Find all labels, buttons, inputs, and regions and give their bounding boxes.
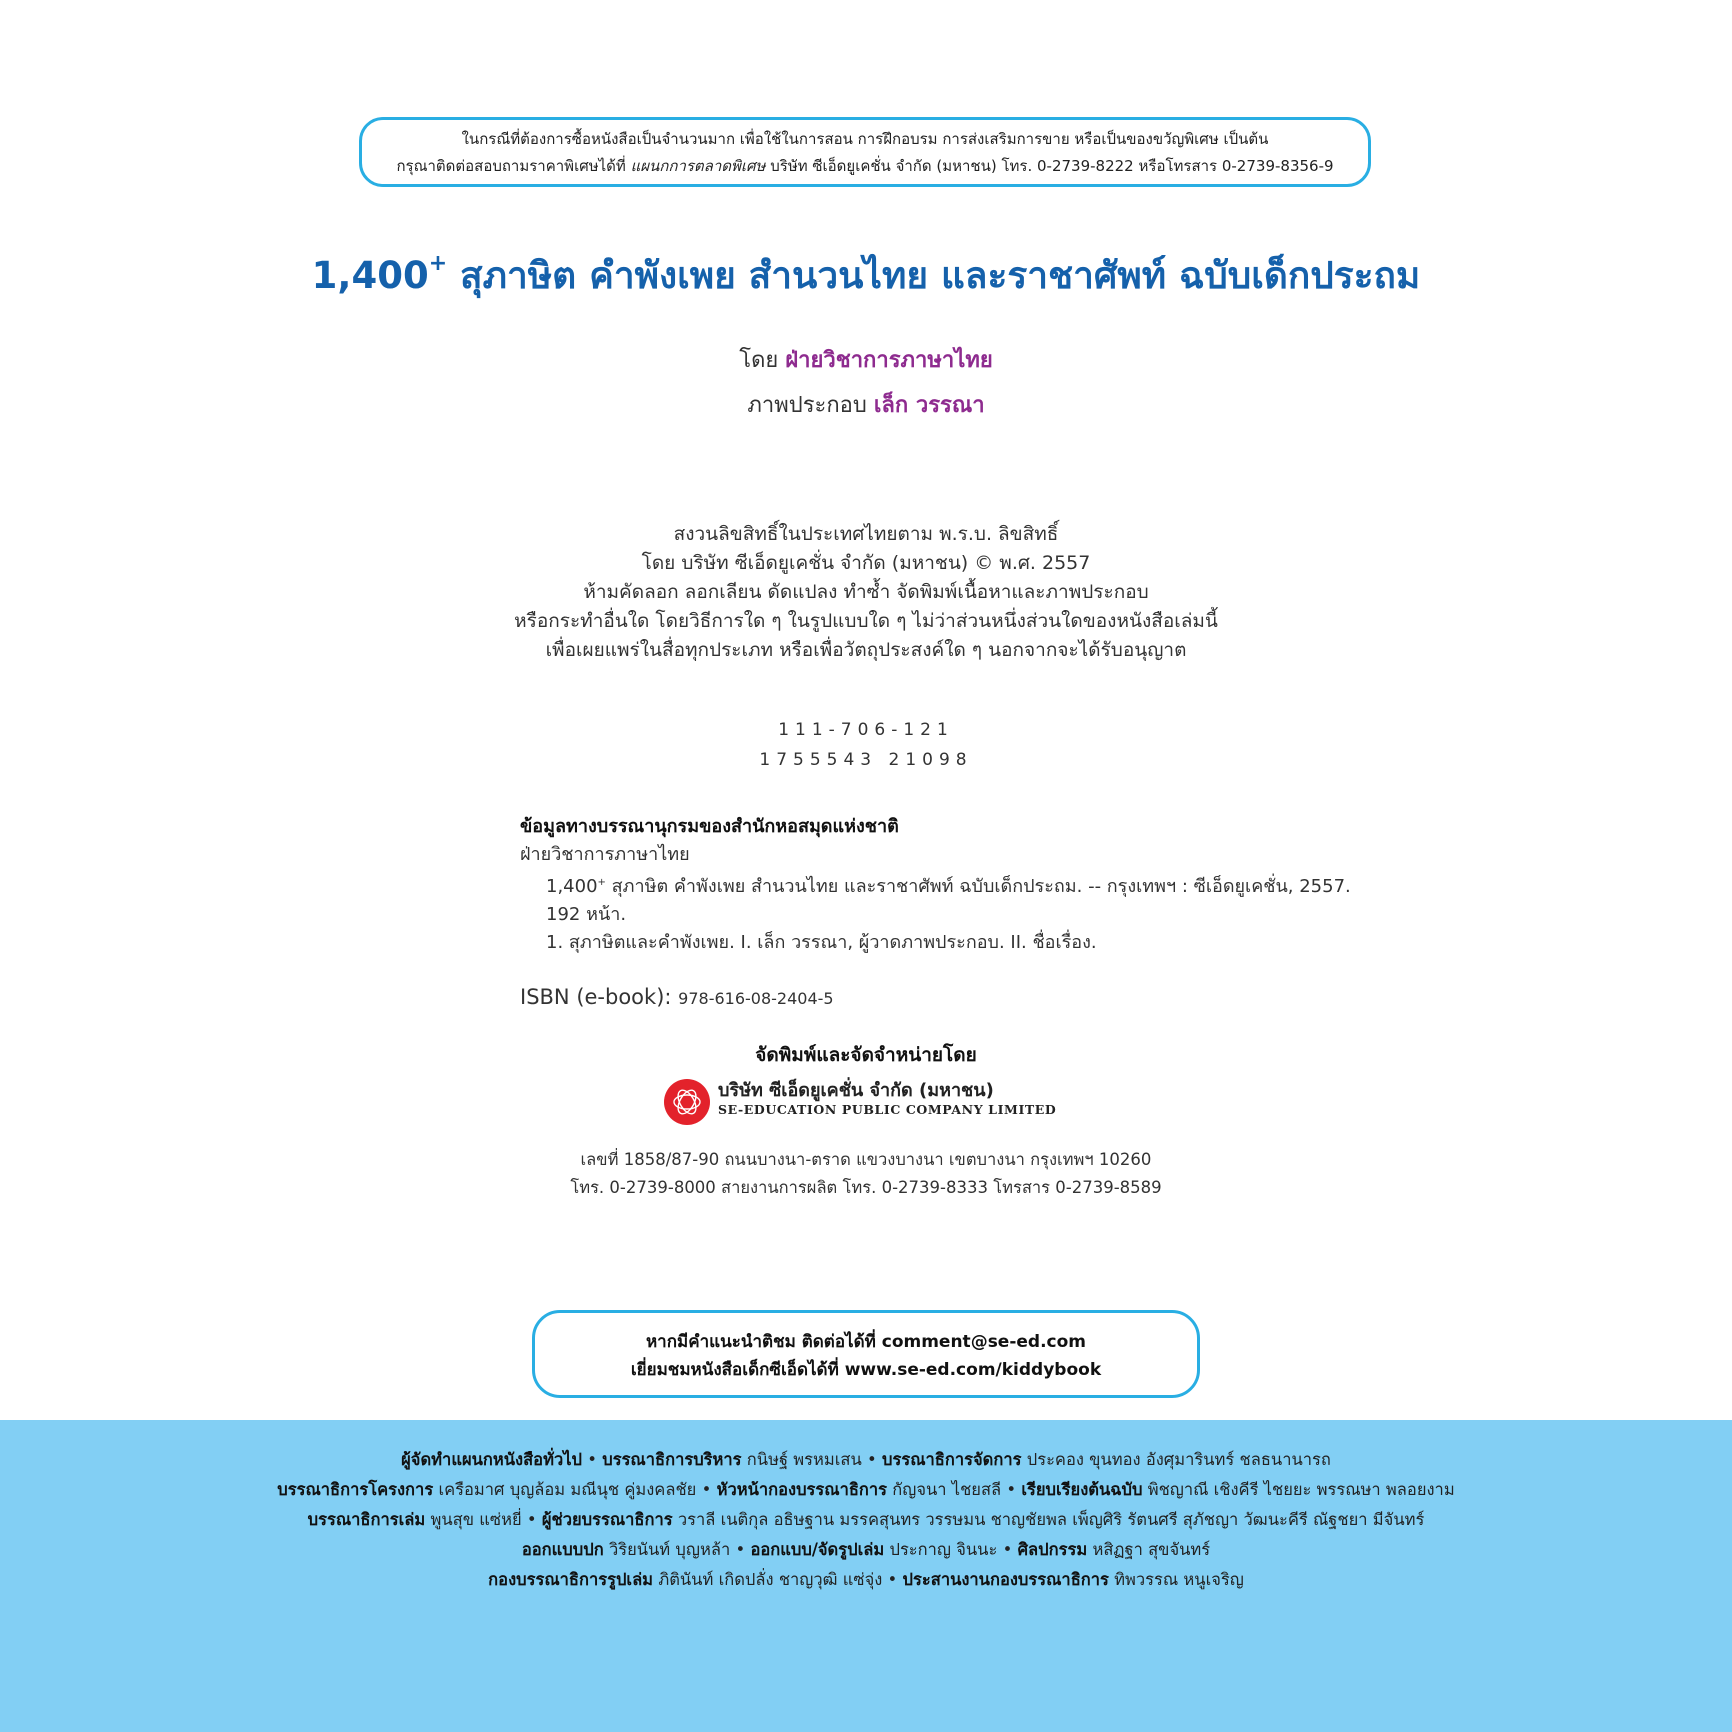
cip-heading: ข้อมูลทางบรรณานุกรมของสำนักหอสมุดแห่งชาติ	[520, 816, 899, 837]
cip-author: ฝ่ายวิชาการภาษาไทย	[520, 844, 690, 865]
publisher-label: จัดพิมพ์และจัดจำหน่ายโดย	[755, 1044, 977, 1066]
book-title	[0, 246, 1732, 305]
print-codes	[0, 715, 1732, 775]
bulk-order-notice	[359, 117, 1371, 187]
cip-title-text: สุภาษิต คำพังเพย สำนวนไทย และราชาศัพท์ ฉบับเด็กประถม. -- กรุงเทพฯ : ซีเอ็ดยูเคชั่น, 2557.	[611, 876, 1351, 897]
se-ed-logo-icon	[664, 1079, 710, 1125]
staff-role: กองบรรณาธิการรูปเล่ม	[488, 1570, 654, 1589]
staff-role: บรรณาธิการบริหาร	[602, 1450, 742, 1469]
staff-row: ผู้จัดทำแผนกหนังสือทั่วไป • บรรณาธิการบริหาร กนิษฐ์ พรหมเสน • บรรณาธิการจัดการ ประคอง ขุนทอง อังศุมารินทร์ ชลธนานารถ	[401, 1450, 1331, 1469]
cip-title-sup: +	[597, 877, 606, 888]
isbn	[520, 985, 834, 1009]
product-code: 111-706-121	[778, 720, 954, 740]
copyright-line: โดย บริษัท ซีเอ็ดยูเคชั่น จำกัด (มหาชน) © พ.ศ. 2557	[641, 552, 1091, 574]
copyright-line: เพื่อเผยแพร่ในสื่อทุกประเภท หรือเพื่อวัตถุประสงค์ใด ๆ นอกจากจะได้รับอนุญาต	[545, 639, 1187, 661]
staff-names: พูนสุข แซ่หยี่	[430, 1510, 522, 1529]
cip-subjects: 1. สุภาษิตและคำพังเพย. I. เล็ก วรรณา, ผู้วาดภาพประกอบ. II. ชื่อเรื่อง.	[546, 932, 1097, 953]
phone-line: โทร. 0-2739-8000 สายงานการผลิต โทร. 0-2739-8333 โทรสาร 0-2739-8589	[570, 1178, 1162, 1197]
copyright-line: สงวนลิขสิทธิ์ในประเทศไทยตาม พ.ร.บ. ลิขสิทธิ์	[673, 523, 1059, 545]
staff-role: บรรณาธิการเล่ม	[307, 1510, 426, 1529]
website-link[interactable]: เยี่ยมชมหนังสือเด็กซีเอ็ดได้ที่ www.se-ed.com/kiddybook	[630, 1360, 1102, 1380]
staff-row: บรรณาธิการโครงการ เครือมาศ บุญล้อม มณีนุช คู่มงคลชัย • หัวหน้ากองบรรณาธิการ กัญจนา ไชยสลี • เรียบเรียงต้นฉบับ พิชญาณี เชิงคีรี ไชยยะ พรรณษา พลอยงาม	[277, 1480, 1455, 1499]
author-name: ฝ่ายวิชาการภาษาไทย	[785, 348, 993, 373]
staff-names: หสิฏฐา สุขจันทร์	[1092, 1540, 1211, 1559]
cataloging-data	[520, 813, 1420, 957]
title-text: สุภาษิต คำพังเพย สำนวนไทย และราชาศัพท์ ฉบับเด็กประถม	[460, 254, 1421, 297]
staff-names: พิชญาณี เชิงคีรี ไชยยะ พรรณษา พลอยงาม	[1147, 1480, 1455, 1499]
company-address	[0, 1146, 1732, 1202]
staff-names: วราลี เนติกุล อธิษฐาน มรรคสุนทร วรรษมน ชาญชัยพล เพ็ญศิริ รัตนศรี สุภัชญา วัฒนะคีรี ณัฐชยา มีจันทร์	[677, 1510, 1425, 1529]
staff-role: หัวหน้ากองบรรณาธิการ	[716, 1480, 888, 1499]
address-line: เลขที่ 1858/87-90 ถนนบางนา-ตราด แขวงบางนา เขตบางนา กรุงเทพฯ 10260	[580, 1150, 1152, 1169]
staff-role: ออกแบบปก	[521, 1540, 604, 1559]
printing-line: 1755543 21098	[759, 750, 973, 770]
notice-line-1: ในกรณีที่ต้องการซื้อหนังสือเป็นจำนวนมาก เพื่อใช้ในการสอน การฝึกอบรม การส่งเสริมการขาย หรือเป็นของขวัญพิเศษ เป็นต้น	[461, 130, 1269, 148]
staff-role: ผู้ช่วยบรรณาธิการ	[541, 1510, 673, 1529]
copyright-line: หรือกระทำอื่นใด โดยวิธีการใด ๆ ในรูปแบบใด ๆ ไม่ว่าส่วนหนึ่งส่วนใดของหนังสือเล่มนี้	[514, 610, 1218, 632]
copyright-line: ห้ามคัดลอก ลอกเลียน ดัดแปลง ทำซ้ำ จัดพิมพ์เนื้อหาและภาพประกอบ	[583, 581, 1149, 603]
cip-pages: 192 หน้า.	[546, 904, 627, 925]
notice-department: แผนกการตลาดพิเศษ	[630, 157, 766, 175]
staff-row: บรรณาธิการเล่ม พูนสุข แซ่หยี่ • ผู้ช่วยบรรณาธิการ วราลี เนติกุล อธิษฐาน มรรคสุนทร วรรษมน ชาญชัยพล เพ็ญศิริ รัตนศรี สุภัชญา วัฒนะคีรี ณัฐชยา มีจันทร์	[307, 1510, 1425, 1529]
staff-role: ผู้จัดทำแผนกหนังสือทั่วไป	[401, 1450, 582, 1469]
staff-row: กองบรรณาธิการรูปเล่ม ภิตินันท์ เกิดปลั่ง ชาญวุฒิ แซ่จุ่ง • ประสานงานกองบรรณาธิการ ทิพวรรณ หนูเจริญ	[488, 1570, 1244, 1589]
staff-names: วิริยนันท์ บุญหล้า	[608, 1540, 731, 1559]
isbn-label: ISBN (e-book):	[520, 985, 672, 1009]
notice-line-2-pre: กรุณาติดต่อสอบถามราคาพิเศษได้ที่	[396, 157, 626, 175]
staff-role: บรรณาธิการโครงการ	[277, 1480, 434, 1499]
company-name-th: บริษัท ซีเอ็ดยูเคชั่น จำกัด (มหาชน)	[718, 1080, 994, 1101]
cip-title-number: 1,400	[546, 876, 598, 897]
illustrator-name: เล็ก วรรณา	[873, 393, 985, 418]
staff-names: กัญจนา ไชยสลี	[892, 1480, 1002, 1499]
staff-names: ประคอง ขุนทอง อังศุมารินทร์ ชลธนานารถ	[1026, 1450, 1331, 1469]
staff-role: ศิลปกรรม	[1017, 1540, 1088, 1559]
staff-row: ออกแบบปก วิริยนันท์ บุญหล้า • ออกแบบ/จัดรูปเล่ม ประกาญ จินนะ • ศิลปกรรม หสิฏฐา สุขจันทร์	[521, 1540, 1211, 1559]
staff-role: เรียบเรียงต้นฉบับ	[1021, 1480, 1143, 1499]
isbn-value: 978-616-08-2404-5	[678, 989, 834, 1008]
staff-names: ประกาญ จินนะ	[889, 1540, 998, 1559]
title-number: 1,400	[311, 254, 429, 297]
author-label: โดย	[739, 348, 779, 373]
notice-line-2-post: บริษัท ซีเอ็ดยูเคชั่น จำกัด (มหาชน) โทร. 0-2739-8222 หรือโทรสาร 0-2739-8356-9	[770, 157, 1334, 175]
title-sup: +	[428, 251, 448, 276]
contact-box	[532, 1310, 1200, 1398]
company-name-en: SE-EDUCATION PUBLIC COMPANY LIMITED	[718, 1102, 1057, 1117]
illustrator-label: ภาพประกอบ	[747, 393, 867, 418]
staff-role: บรรณาธิการจัดการ	[882, 1450, 1022, 1469]
cip-title-line	[520, 869, 1420, 901]
illustrator-credit	[0, 387, 1732, 422]
staff-names: กนิษฐ์ พรหมเสน	[746, 1450, 862, 1469]
staff-names: ภิตินันท์ เกิดปลั่ง ชาญวุฒิ แซ่จุ่ง	[658, 1570, 883, 1589]
staff-credits	[0, 1420, 1732, 1732]
company-name	[718, 1080, 1056, 1117]
staff-role: ประสานงานกองบรรณาธิการ	[902, 1570, 1109, 1589]
feedback-email: หากมีคำแนะนำติชม ติดต่อได้ที่ comment@se-ed.com	[645, 1332, 1087, 1352]
staff-names: เครือมาศ บุญล้อม มณีนุช คู่มงคลชัย	[438, 1480, 697, 1499]
notice-line-2	[362, 153, 1368, 180]
author-credit	[0, 342, 1732, 377]
staff-role: ออกแบบ/จัดรูปเล่ม	[750, 1540, 885, 1559]
staff-names: ทิพวรรณ หนูเจริญ	[1114, 1570, 1244, 1589]
copyright-notice	[0, 520, 1732, 665]
